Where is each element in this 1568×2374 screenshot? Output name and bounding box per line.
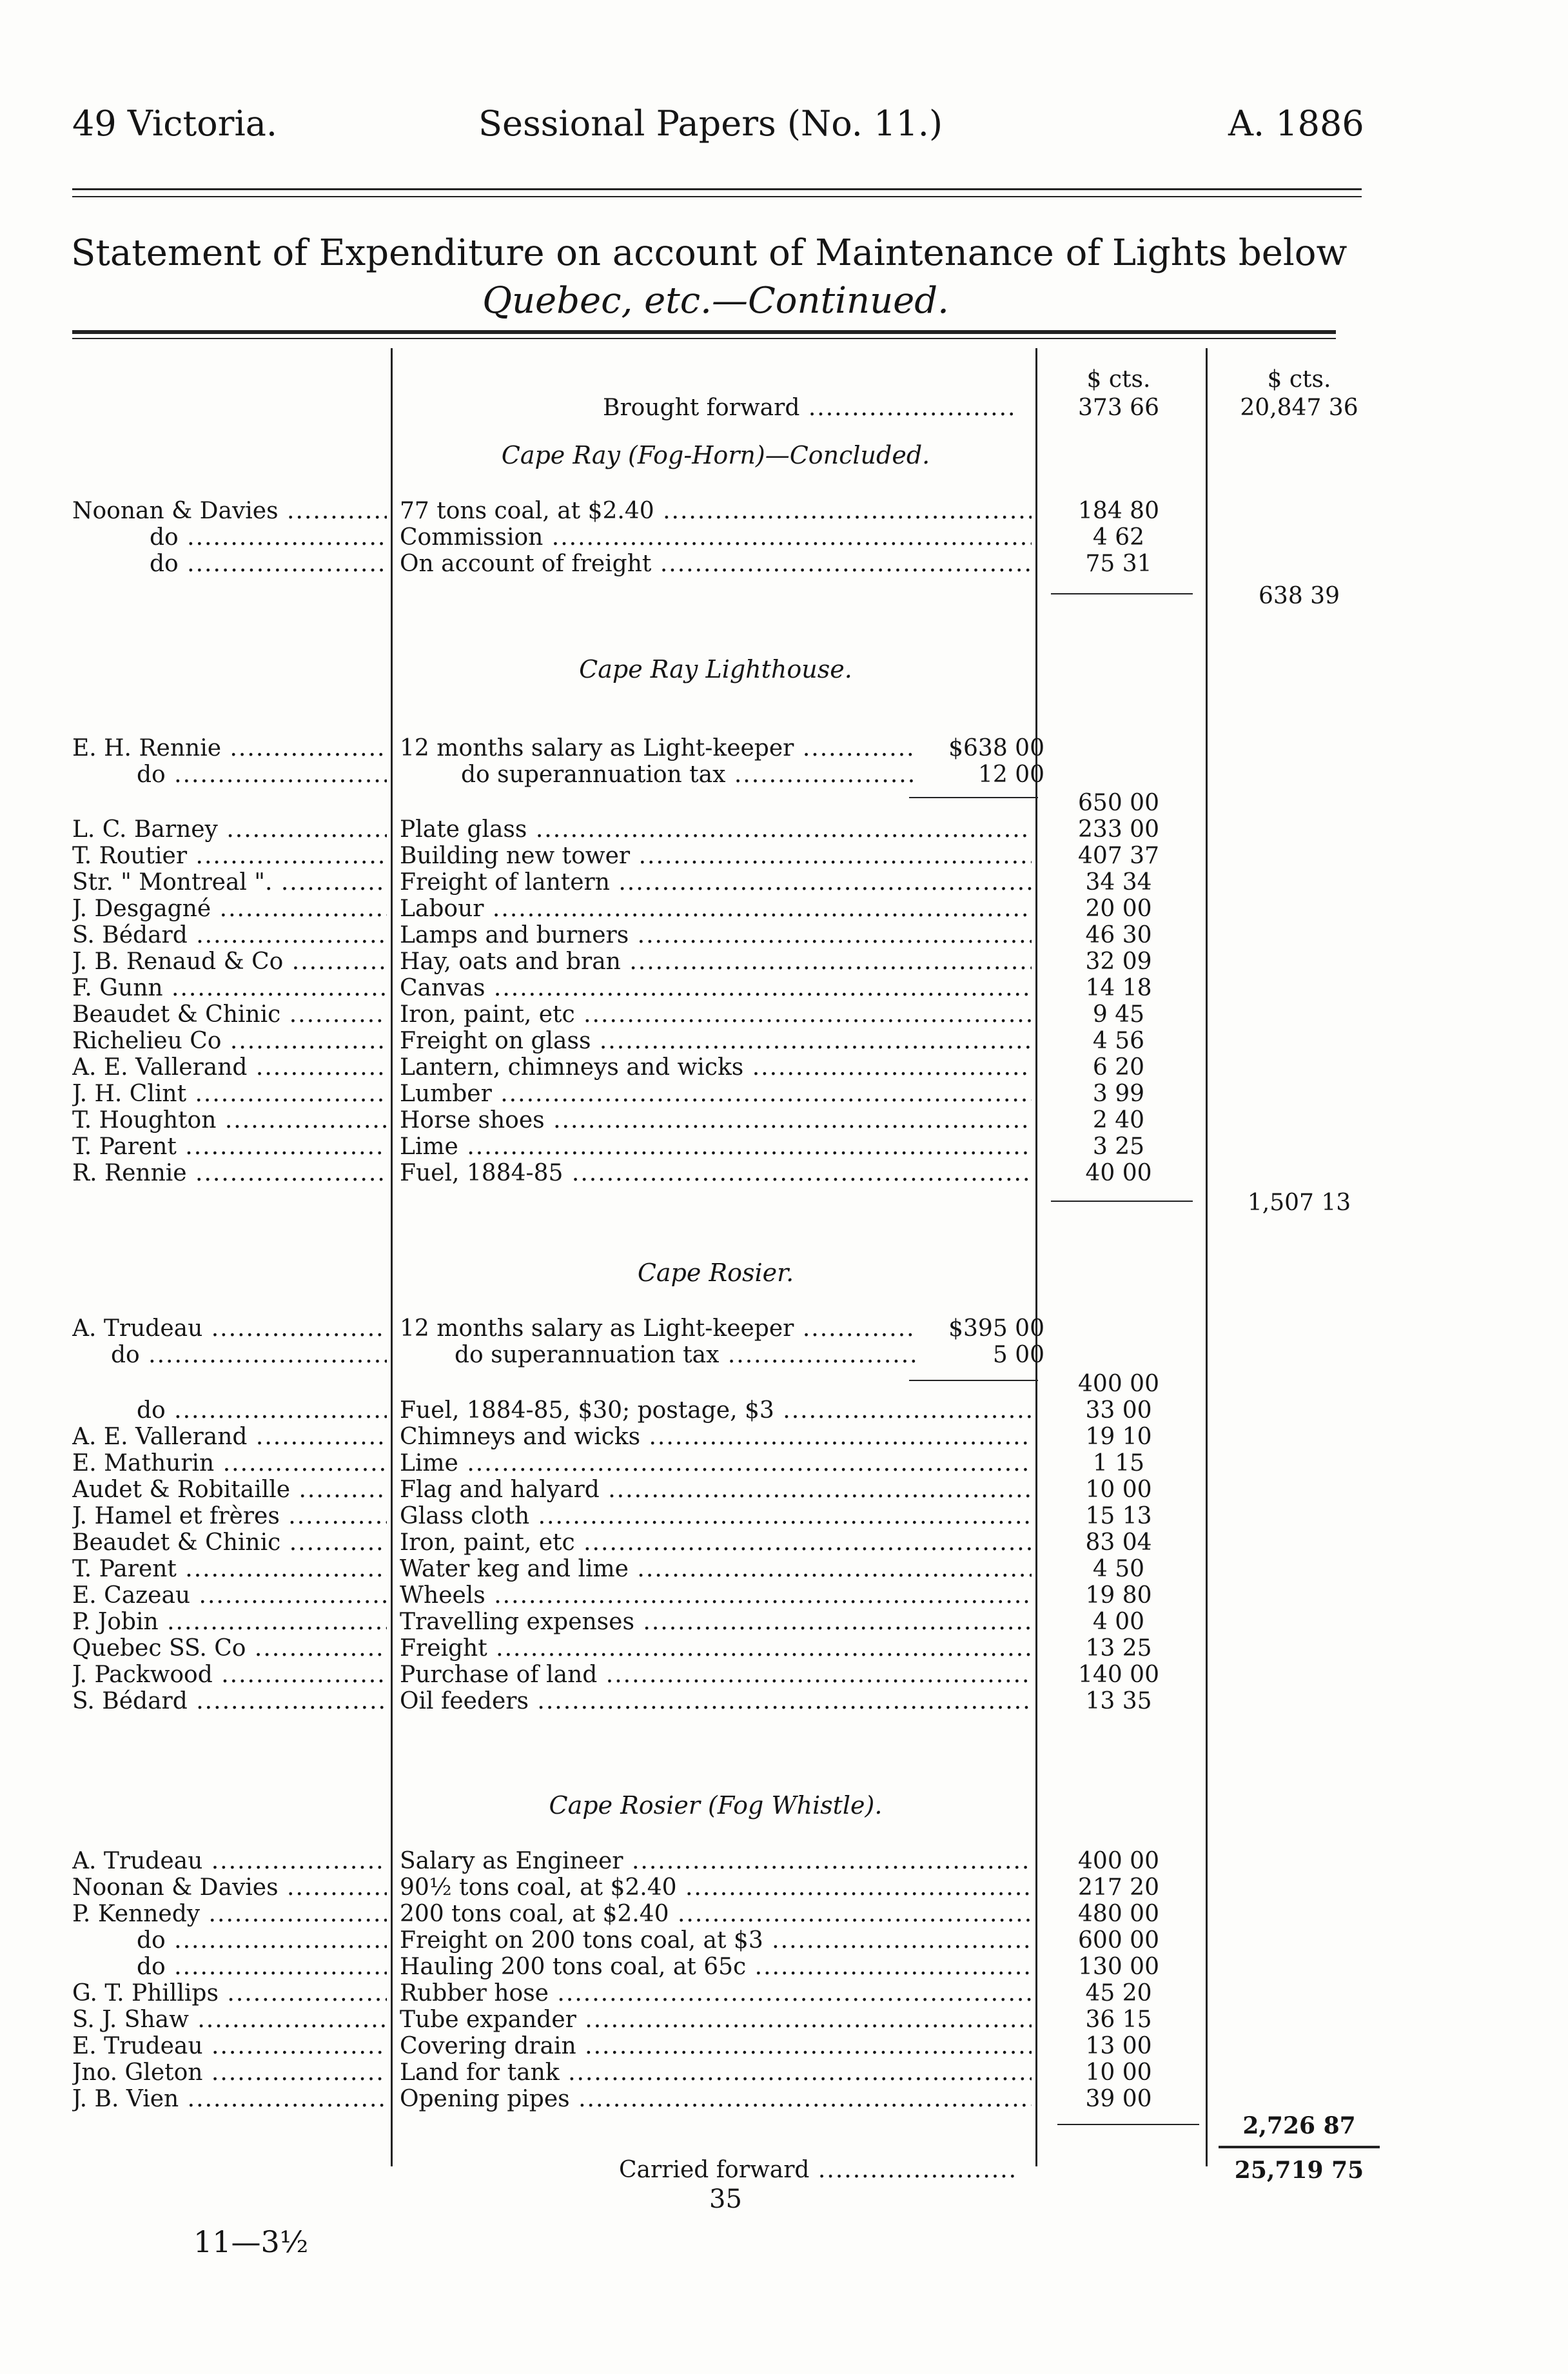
payee: Richelieu Co ..... bbox=[72, 1028, 387, 1054]
payee: T. Parent ..... bbox=[72, 1133, 387, 1160]
payee: do ..... bbox=[72, 1397, 387, 1424]
volume-label: 49 Victoria. bbox=[72, 103, 278, 144]
payee: J. B. Renaud & Co ..... bbox=[72, 948, 387, 975]
description: Hauling 200 tons coal, at 65c ..... bbox=[400, 1954, 1032, 1980]
description: Horse shoes ..... bbox=[400, 1107, 1032, 1133]
amount: 40 00 bbox=[1085, 1160, 1152, 1186]
description: Flag and halyard ..... bbox=[400, 1476, 1032, 1503]
payee: F. Gunn ..... bbox=[72, 975, 387, 1001]
description: Rubber hose ..... bbox=[400, 1980, 1032, 2006]
payee: J. Desgagné ..... bbox=[72, 896, 387, 922]
table-row bbox=[0, 948, 1568, 975]
amount: 4 00 bbox=[1092, 1609, 1145, 1635]
description: Iron, paint, etc ..... bbox=[400, 1001, 1032, 1028]
payee: J. Packwood ..... bbox=[72, 1662, 387, 1688]
description: Lime ..... bbox=[400, 1133, 1032, 1160]
table-row bbox=[0, 1954, 1568, 1980]
amount: 400 00 bbox=[1078, 1848, 1159, 1874]
description: Plate glass ..... bbox=[400, 816, 1032, 843]
description: Commission ..... bbox=[400, 524, 1032, 551]
description: Purchase of land ..... bbox=[400, 1662, 1032, 1688]
description: do superannuation tax ..... bbox=[400, 1342, 916, 1368]
section-total-row bbox=[0, 583, 1568, 609]
amount: 3 99 bbox=[1092, 1081, 1145, 1107]
carried-forward-total: 25,719 75 bbox=[1234, 2157, 1364, 2184]
statement-subtitle: Quebec, etc.—Continued. bbox=[482, 280, 949, 322]
description: Oil feeders ..... bbox=[400, 1688, 1032, 1714]
amount: 4 56 bbox=[1092, 1028, 1145, 1054]
section-total: 1,507 13 bbox=[1247, 1190, 1351, 1216]
header-rule-bottom bbox=[72, 196, 1362, 197]
amount: 83 04 bbox=[1085, 1529, 1152, 1556]
salary-net: 400 00 bbox=[1078, 1371, 1159, 1397]
table-row bbox=[0, 1028, 1568, 1054]
payee: J. H. Clint ..... bbox=[72, 1081, 387, 1107]
amount: 13 25 bbox=[1085, 1635, 1152, 1662]
page-number: 35 bbox=[709, 2184, 742, 2214]
description: Freight on glass ..... bbox=[400, 1028, 1032, 1054]
col1-heading: $ cts. bbox=[1086, 366, 1151, 393]
payee: do ..... bbox=[72, 1342, 387, 1368]
payee: E. Mathurin ..... bbox=[72, 1450, 387, 1476]
description: Labour ..... bbox=[400, 896, 1032, 922]
table-row bbox=[0, 816, 1568, 843]
amount: 39 00 bbox=[1085, 2086, 1152, 2112]
amount: 480 00 bbox=[1078, 1901, 1159, 1927]
description: 200 tons coal, at $2.40 ..... bbox=[400, 1901, 1032, 1927]
amount: 600 00 bbox=[1078, 1927, 1159, 1954]
salary-row bbox=[0, 735, 1568, 761]
payee: Str. " Montreal ". ..... bbox=[72, 869, 387, 896]
description: Travelling expenses ..... bbox=[400, 1609, 1032, 1635]
amount: 19 80 bbox=[1085, 1582, 1152, 1609]
description: On account of freight ..... bbox=[400, 551, 1032, 577]
table-row bbox=[0, 1927, 1568, 1954]
table-row bbox=[0, 2033, 1568, 2059]
description: Lime ..... bbox=[400, 1450, 1032, 1476]
description: Building new tower ..... bbox=[400, 843, 1032, 869]
amount: 1 15 bbox=[1092, 1450, 1145, 1476]
sub-amount: $638 00 bbox=[948, 735, 1044, 761]
amount: 36 15 bbox=[1085, 2006, 1152, 2033]
brought-forward-col2: 20,847 36 bbox=[1240, 395, 1358, 421]
payee: J. Hamel et frères ..... bbox=[72, 1503, 387, 1529]
table-row bbox=[0, 1424, 1568, 1450]
table-row bbox=[0, 1081, 1568, 1107]
table-row bbox=[0, 1688, 1568, 1714]
description: Canvas ..... bbox=[400, 975, 1032, 1001]
signature-mark: 11—3½ bbox=[193, 2224, 309, 2259]
amount: 130 00 bbox=[1078, 1954, 1159, 1980]
amount: 45 20 bbox=[1085, 1980, 1152, 2006]
salary-net-row bbox=[0, 1371, 1568, 1397]
description: Iron, paint, etc ..... bbox=[400, 1529, 1032, 1556]
payee: Jno. Gleton ..... bbox=[72, 2059, 387, 2086]
payee: do ..... bbox=[72, 1954, 387, 1980]
amount: 140 00 bbox=[1078, 1662, 1159, 1688]
section-total: 638 39 bbox=[1259, 583, 1340, 609]
payee: T. Houghton ..... bbox=[72, 1107, 387, 1133]
salary-row bbox=[0, 761, 1568, 788]
column-headings bbox=[0, 366, 1568, 393]
table-row bbox=[0, 551, 1568, 577]
payee: A. E. Vallerand ..... bbox=[72, 1424, 387, 1450]
section-heading: Cape Rosier. bbox=[637, 1259, 794, 1287]
table-row bbox=[0, 1582, 1568, 1609]
payee: E. Trudeau ..... bbox=[72, 2033, 387, 2059]
section-total-row bbox=[0, 1190, 1568, 1216]
amount: 3 25 bbox=[1092, 1133, 1145, 1160]
amount: 10 00 bbox=[1085, 1476, 1152, 1503]
table-row bbox=[0, 975, 1568, 1001]
table-row bbox=[0, 896, 1568, 922]
description: Fuel, 1884-85, $30; postage, $3 ..... bbox=[400, 1397, 1032, 1424]
amount: 75 31 bbox=[1085, 551, 1152, 577]
table-row bbox=[0, 2006, 1568, 2033]
description: Freight ..... bbox=[400, 1635, 1032, 1662]
table-row bbox=[0, 869, 1568, 896]
table-row bbox=[0, 1133, 1568, 1160]
payee: do ..... bbox=[72, 761, 387, 788]
table-row bbox=[0, 1001, 1568, 1028]
table-row bbox=[0, 2059, 1568, 2086]
table-row bbox=[0, 922, 1568, 948]
grand-total-rule bbox=[1219, 2146, 1380, 2148]
section-total: 2,726 87 bbox=[1242, 2112, 1356, 2139]
payee: A. Trudeau ..... bbox=[72, 1848, 387, 1874]
section-heading: Cape Ray (Fog-Horn)—Concluded. bbox=[501, 441, 930, 469]
amount: 13 00 bbox=[1085, 2033, 1152, 2059]
amount: 46 30 bbox=[1085, 922, 1152, 948]
brought-forward-col1: 373 66 bbox=[1078, 395, 1159, 421]
payee: T. Parent ..... bbox=[72, 1556, 387, 1582]
table-row bbox=[0, 1107, 1568, 1133]
carried-forward-row bbox=[0, 2157, 1568, 2183]
amount: 9 45 bbox=[1092, 1001, 1145, 1028]
header-rule-top bbox=[72, 188, 1362, 190]
section-heading: Cape Ray Lighthouse. bbox=[579, 655, 852, 683]
description: Freight of lantern ..... bbox=[400, 869, 1032, 896]
payee: Beaudet & Chinic ..... bbox=[72, 1001, 387, 1028]
amount: 407 37 bbox=[1078, 843, 1159, 869]
description: 12 months salary as Light-keeper ..... bbox=[400, 735, 916, 761]
table-row bbox=[0, 1874, 1568, 1901]
year-label: A. 1886 bbox=[1228, 103, 1364, 144]
amount: 184 80 bbox=[1078, 498, 1159, 524]
salary-net: 650 00 bbox=[1078, 790, 1159, 816]
description: Opening pipes ..... bbox=[400, 2086, 1032, 2112]
brought-forward-label: Brought forward ..... bbox=[603, 395, 1015, 421]
description: Chimneys and wicks ..... bbox=[400, 1424, 1032, 1450]
table-row bbox=[0, 1848, 1568, 1874]
description: Water keg and lime ..... bbox=[400, 1556, 1032, 1582]
amount: 33 00 bbox=[1085, 1397, 1152, 1424]
description: Tube expander ..... bbox=[400, 2006, 1032, 2033]
amount: 2 40 bbox=[1092, 1107, 1145, 1133]
payee: Beaudet & Chinic ..... bbox=[72, 1529, 387, 1556]
amount: 19 10 bbox=[1085, 1424, 1152, 1450]
sub-amount: $395 00 bbox=[948, 1315, 1044, 1342]
description: do superannuation tax ..... bbox=[400, 761, 916, 788]
payee: Quebec SS. Co ..... bbox=[72, 1635, 387, 1662]
table-row bbox=[0, 1476, 1568, 1503]
payee: J. B. Vien ..... bbox=[72, 2086, 387, 2112]
payee: S. Bédard ..... bbox=[72, 1688, 387, 1714]
payee: P. Kennedy ..... bbox=[72, 1901, 387, 1927]
table-row bbox=[0, 2086, 1568, 2112]
col2-heading: $ cts. bbox=[1267, 366, 1331, 393]
payee: T. Routier ..... bbox=[72, 843, 387, 869]
publication-label: Sessional Papers (No. 11.) bbox=[478, 103, 943, 144]
table-row bbox=[0, 1901, 1568, 1927]
description: Fuel, 1884-85 ..... bbox=[400, 1160, 1032, 1186]
amount: 13 35 bbox=[1085, 1688, 1152, 1714]
brought-forward-row bbox=[0, 395, 1568, 421]
amount: 10 00 bbox=[1085, 2059, 1152, 2086]
payee: Noonan & Davies ..... bbox=[72, 1874, 387, 1901]
table-row bbox=[0, 1556, 1568, 1582]
amount: 233 00 bbox=[1078, 816, 1159, 843]
table-row bbox=[0, 1609, 1568, 1635]
table-row bbox=[0, 498, 1568, 524]
table-row bbox=[0, 1054, 1568, 1081]
payee: L. C. Barney ..... bbox=[72, 816, 387, 843]
sub-amount: 12 00 bbox=[977, 761, 1044, 788]
description: Lumber ..... bbox=[400, 1081, 1032, 1107]
table-row bbox=[0, 1662, 1568, 1688]
payee: E. H. Rennie ..... bbox=[72, 735, 387, 761]
description: Covering drain ..... bbox=[400, 2033, 1032, 2059]
payee: S. J. Shaw ..... bbox=[72, 2006, 387, 2033]
description: 77 tons coal, at $2.40 ..... bbox=[400, 498, 1032, 524]
table-row bbox=[0, 1503, 1568, 1529]
table-row bbox=[0, 1450, 1568, 1476]
payee: Audet & Robitaille ..... bbox=[72, 1476, 387, 1503]
section-total-row bbox=[0, 2112, 1568, 2139]
amount: 6 20 bbox=[1092, 1054, 1145, 1081]
table-row bbox=[0, 843, 1568, 869]
table-row bbox=[0, 1980, 1568, 2006]
table-row bbox=[0, 524, 1568, 551]
table-row bbox=[0, 1160, 1568, 1186]
payee: A. Trudeau ..... bbox=[72, 1315, 387, 1342]
description: 90½ tons coal, at $2.40 ..... bbox=[400, 1874, 1032, 1901]
description: 12 months salary as Light-keeper ..... bbox=[400, 1315, 916, 1342]
description: Wheels ..... bbox=[400, 1582, 1032, 1609]
salary-row bbox=[0, 1342, 1568, 1368]
section-heading: Cape Rosier (Fog Whistle). bbox=[549, 1791, 883, 1820]
statement-title: Statement of Expenditure on account of Maintenance of Lights below bbox=[71, 232, 1348, 274]
amount: 4 50 bbox=[1092, 1556, 1145, 1582]
description: Salary as Engineer ..... bbox=[400, 1848, 1032, 1874]
payee: P. Jobin ..... bbox=[72, 1609, 387, 1635]
salary-net-row bbox=[0, 790, 1568, 816]
amount: 4 62 bbox=[1092, 524, 1145, 551]
amount: 14 18 bbox=[1085, 975, 1152, 1001]
table-row bbox=[0, 1635, 1568, 1662]
amount: 32 09 bbox=[1085, 948, 1152, 975]
carried-forward-label: Carried forward ..... bbox=[619, 2157, 1019, 2183]
description: Lamps and burners ..... bbox=[400, 922, 1032, 948]
payee: do ..... bbox=[72, 551, 387, 577]
payee: E. Cazeau ..... bbox=[72, 1582, 387, 1609]
amount: 15 13 bbox=[1085, 1503, 1152, 1529]
sub-amount: 5 00 bbox=[992, 1342, 1044, 1368]
payee: S. Bédard ..... bbox=[72, 922, 387, 948]
description: Freight on 200 tons coal, at $3 ..... bbox=[400, 1927, 1032, 1954]
description: Land for tank ..... bbox=[400, 2059, 1032, 2086]
amount: 34 34 bbox=[1085, 869, 1152, 896]
salary-row bbox=[0, 1315, 1568, 1342]
payee: A. E. Vallerand ..... bbox=[72, 1054, 387, 1081]
amount: 217 20 bbox=[1078, 1874, 1159, 1901]
payee: do ..... bbox=[72, 1927, 387, 1954]
table-row bbox=[0, 1397, 1568, 1424]
table-row bbox=[0, 1529, 1568, 1556]
description: Hay, oats and bran ..... bbox=[400, 948, 1032, 975]
title-rule-thin bbox=[72, 338, 1336, 339]
payee: do ..... bbox=[72, 524, 387, 551]
title-rule-thick bbox=[72, 330, 1336, 334]
payee: Noonan & Davies ..... bbox=[72, 498, 387, 524]
payee: R. Rennie ..... bbox=[72, 1160, 387, 1186]
payee: G. T. Phillips ..... bbox=[72, 1980, 387, 2006]
description: Glass cloth ..... bbox=[400, 1503, 1032, 1529]
amount: 20 00 bbox=[1085, 896, 1152, 922]
description: Lantern, chimneys and wicks ..... bbox=[400, 1054, 1032, 1081]
